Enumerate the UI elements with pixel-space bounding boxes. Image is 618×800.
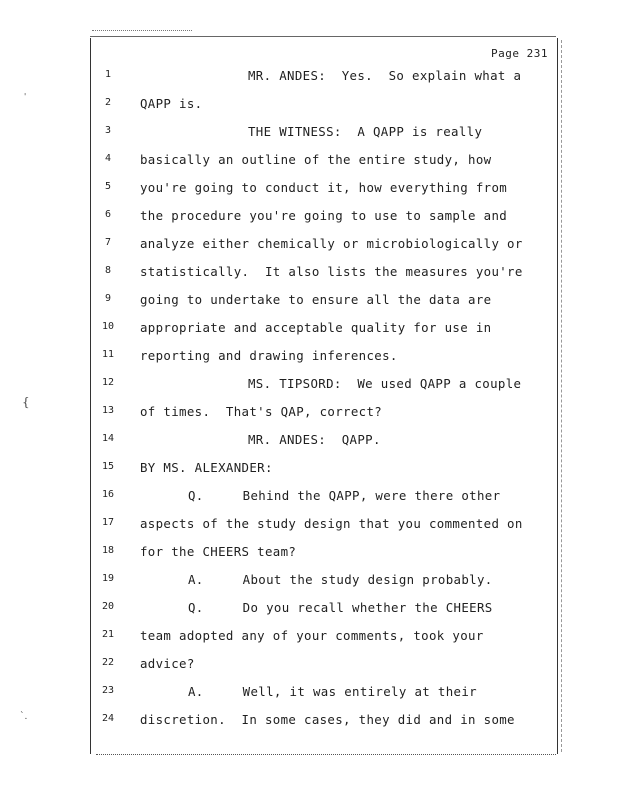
line-number: 6 xyxy=(104,209,112,220)
line-number: 14 xyxy=(101,433,115,444)
line-number: 19 xyxy=(101,573,115,584)
right-margin-rule xyxy=(561,40,562,752)
line-number: 1 xyxy=(104,69,112,80)
margin-mark: `. xyxy=(20,712,28,722)
line-number: 23 xyxy=(101,685,115,696)
transcript-line: basically an outline of the entire study, how xyxy=(140,152,492,167)
line-number: 2 xyxy=(104,97,112,108)
line-number: 22 xyxy=(101,657,115,668)
transcript-line: reporting and drawing inferences. xyxy=(140,348,398,363)
line-number: 13 xyxy=(101,405,115,416)
scan-artifact xyxy=(92,30,192,35)
line-number: 20 xyxy=(101,601,115,612)
transcript-line: going to undertake to ensure all the data are xyxy=(140,292,492,307)
transcript-line: A. About the study design probably. xyxy=(188,572,493,587)
transcript-line: for the CHEERS team? xyxy=(140,544,297,559)
transcript-line: team adopted any of your comments, took your xyxy=(140,628,484,643)
transcript-line: statistically. It also lists the measures you're xyxy=(140,264,523,279)
transcript-line: aspects of the study design that you commented on xyxy=(140,516,523,531)
line-number: 4 xyxy=(104,153,112,164)
line-number: 17 xyxy=(101,517,115,528)
margin-mark: ' xyxy=(24,92,27,101)
transcript-line: of times. That's QAP, correct? xyxy=(140,404,383,419)
transcript-line: MR. ANDES: QAPP. xyxy=(248,432,381,447)
transcript-line: MR. ANDES: Yes. So explain what a xyxy=(248,68,522,83)
transcript-line: discretion. In some cases, they did and in some xyxy=(140,712,515,727)
transcript-line: advice? xyxy=(140,656,195,671)
bottom-rule xyxy=(96,754,556,755)
line-number: 16 xyxy=(101,489,115,500)
margin-mark: { xyxy=(22,395,30,409)
transcript-line: A. Well, it was entirely at their xyxy=(188,684,477,699)
line-number: 8 xyxy=(104,265,112,276)
transcript-line: appropriate and acceptable quality for use in xyxy=(140,320,492,335)
page-number: Page 231 xyxy=(491,47,548,60)
line-number: 7 xyxy=(104,237,112,248)
line-number: 11 xyxy=(101,349,115,360)
line-number: 12 xyxy=(101,377,115,388)
transcript-line: MS. TIPSORD: We used QAPP a couple xyxy=(248,376,522,391)
transcript-line: THE WITNESS: A QAPP is really xyxy=(248,124,483,139)
page-frame xyxy=(90,38,558,754)
transcript-line: analyze either chemically or microbiologically or xyxy=(140,236,523,251)
line-number: 15 xyxy=(101,461,115,472)
line-number: 3 xyxy=(104,125,112,136)
transcript-line: Q. Behind the QAPP, were there other xyxy=(188,488,501,503)
transcript-line: BY MS. ALEXANDER: xyxy=(140,460,273,475)
line-number: 21 xyxy=(101,629,115,640)
line-number: 9 xyxy=(104,293,112,304)
line-number: 5 xyxy=(104,181,112,192)
line-number: 18 xyxy=(101,545,115,556)
line-number: 10 xyxy=(101,321,115,332)
transcript-line: the procedure you're going to use to sample and xyxy=(140,208,508,223)
transcript-line: QAPP is. xyxy=(140,96,203,111)
top-rule xyxy=(90,36,556,37)
transcript-line: you're going to conduct it, how everything from xyxy=(140,180,508,195)
line-number: 24 xyxy=(101,713,115,724)
transcript-line: Q. Do you recall whether the CHEERS xyxy=(188,600,493,615)
